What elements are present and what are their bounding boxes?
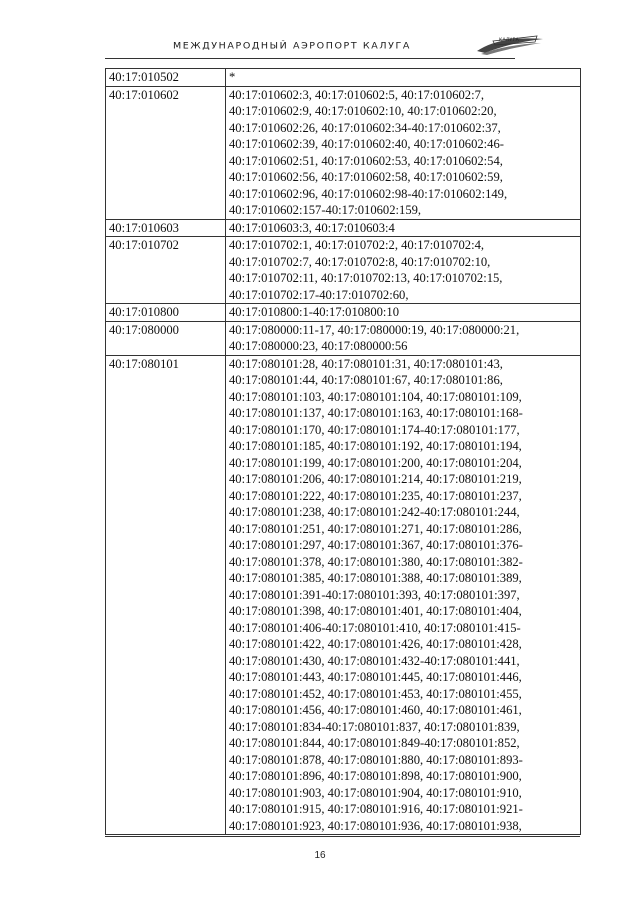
- quarter-number-cell: 40:17:010603: [106, 219, 226, 237]
- parcel-numbers-cell: [226, 69, 581, 87]
- table-body: [106, 69, 581, 835]
- quarter-number-cell: 40:17:010502: [106, 69, 226, 87]
- quarter-number-cell: 40:17:010800: [106, 304, 226, 322]
- parcel-line: 40:17:080101:385, 40:17:080101:388, 40:17:080101:389,: [229, 571, 522, 585]
- parcel-line: 40:17:010800:1-40:17:010800:10: [229, 305, 400, 319]
- parcel-line: 40:17:080101:251, 40:17:080101:271, 40:17:080101:286,: [229, 521, 522, 536]
- page-number: 16: [314, 850, 326, 861]
- parcel-line: *: [229, 70, 236, 84]
- logo-text: КАЛУГА: [499, 38, 520, 43]
- parcel-line: 40:17:080101:185, 40:17:080101:192, 40:17:080101:194,: [229, 439, 522, 453]
- parcel-line: 40:17:080101:834-40:17:080101:837, 40:17:080101:839,: [229, 719, 520, 734]
- table-row: [106, 86, 581, 219]
- parcel-line: 40:17:080101:238, 40:17:080101:242-40:17:080101:244,: [229, 505, 520, 519]
- parcel-numbers-cell: [226, 86, 581, 219]
- parcel-line: 40:17:080101:443, 40:17:080101:445, 40:17:080101:446,: [229, 670, 522, 684]
- table-row: [106, 69, 581, 87]
- parcel-line: 40:17:010602:157-40:17:010602:159,: [229, 203, 422, 217]
- parcel-line: 40:17:010702:11, 40:17:010702:13, 40:17:010702:15,: [229, 271, 503, 285]
- parcel-line: 40:17:080101:297, 40:17:080101:367, 40:17:080101:376-: [229, 538, 523, 552]
- parcel-line: 40:17:080101:28, 40:17:080101:31, 40:17:080101:43,: [229, 356, 503, 371]
- parcel-line: 40:17:080101:452, 40:17:080101:453, 40:17:080101:455,: [229, 686, 522, 701]
- parcel-line: 40:17:010602:51, 40:17:010602:53, 40:17:010602:54,: [229, 153, 503, 168]
- parcel-line: 40:17:010602:56, 40:17:010602:58, 40:17:010602:59,: [229, 170, 503, 184]
- parcel-numbers-cell: [226, 304, 581, 322]
- quarter-number-cell: 40:17:010702: [106, 237, 226, 304]
- parcel-line: 40:17:080101:103, 40:17:080101:104, 40:17:080101:109,: [229, 389, 522, 404]
- parcel-line: 40:17:080101:137, 40:17:080101:163, 40:17:080101:168-: [229, 406, 523, 420]
- parcel-line: 40:17:080101:378, 40:17:080101:380, 40:17:080101:382-: [229, 554, 523, 569]
- parcel-line: 40:17:010602:96, 40:17:010602:98-40:17:010602:149,: [229, 186, 508, 201]
- parcel-line: 40:17:080000:23, 40:17:080000:56: [229, 339, 408, 353]
- parcel-numbers-cell: [226, 219, 581, 237]
- parcel-line: 40:17:010602:9, 40:17:010602:10, 40:17:010602:20,: [229, 104, 497, 118]
- cadastral-table: [105, 68, 581, 835]
- parcel-line: 40:17:080101:391-40:17:080101:393, 40:17:080101:397,: [229, 587, 520, 602]
- parcel-line: 40:17:010702:17-40:17:010702:60,: [229, 287, 409, 302]
- table-row: [106, 237, 581, 304]
- quarter-number-cell: 40:17:010602: [106, 86, 226, 219]
- parcel-line: 40:17:080101:406-40:17:080101:410, 40:17:080101:415-: [229, 620, 521, 635]
- table-row: [106, 355, 581, 835]
- parcel-numbers-cell: [226, 355, 581, 835]
- parcel-line: 40:17:080101:878, 40:17:080101:880, 40:17:080101:893-: [229, 752, 523, 767]
- footer-rule: [105, 836, 580, 837]
- parcel-line: 40:17:080101:422, 40:17:080101:426, 40:17:080101:428,: [229, 637, 522, 651]
- parcel-line: 40:17:080101:456, 40:17:080101:460, 40:17:080101:461,: [229, 703, 522, 717]
- parcel-line: 40:17:010603:3, 40:17:010603:4: [229, 220, 395, 235]
- parcel-line: 40:17:010702:7, 40:17:010702:8, 40:17:010702:10,: [229, 254, 491, 269]
- page-header: [105, 33, 545, 63]
- header-title: МЕЖДУНАРОДНЫЙ АЭРОПОРТ КАЛУГА: [173, 41, 411, 52]
- parcel-line: 40:17:080101:44, 40:17:080101:67, 40:17:080101:86,: [229, 373, 503, 387]
- parcel-line: 40:17:080101:844, 40:17:080101:849-40:17:080101:852,: [229, 736, 520, 750]
- parcel-line: 40:17:080101:896, 40:17:080101:898, 40:17:080101:900,: [229, 769, 522, 783]
- parcel-numbers-cell: [226, 321, 581, 355]
- airport-logo: [475, 33, 545, 57]
- parcel-line: 40:17:080101:903, 40:17:080101:904, 40:17:080101:910,: [229, 785, 522, 800]
- parcel-line: 40:17:080101:430, 40:17:080101:432-40:17:080101:441,: [229, 653, 520, 668]
- table-row: [106, 321, 581, 355]
- parcel-line: 40:17:010602:39, 40:17:010602:40, 40:17:010602:46-: [229, 137, 504, 151]
- parcel-line: 40:17:080101:222, 40:17:080101:235, 40:17:080101:237,: [229, 488, 522, 503]
- logo-swoosh-icon: [475, 33, 545, 57]
- parcel-line: 40:17:080101:206, 40:17:080101:214, 40:17:080101:219,: [229, 472, 522, 486]
- parcel-line: 40:17:080101:170, 40:17:080101:174-40:17:080101:177,: [229, 422, 520, 437]
- parcel-line: 40:17:080101:199, 40:17:080101:200, 40:17:080101:204,: [229, 455, 522, 470]
- table-row: [106, 304, 581, 322]
- parcel-line: 40:17:080101:915, 40:17:080101:916, 40:17:080101:921-: [229, 802, 523, 816]
- parcel-line: 40:17:010702:1, 40:17:010702:2, 40:17:010702:4,: [229, 238, 485, 252]
- parcel-numbers-cell: [226, 237, 581, 304]
- parcel-line: 40:17:080000:11-17, 40:17:080000:19, 40:17:080000:21,: [229, 322, 520, 337]
- header-rule: [105, 58, 515, 59]
- quarter-number-cell: 40:17:080000: [106, 321, 226, 355]
- parcel-line: 40:17:010602:26, 40:17:010602:34-40:17:010602:37,: [229, 120, 501, 135]
- table-row: [106, 219, 581, 237]
- parcel-line: 40:17:080101:923, 40:17:080101:936, 40:17:080101:938,: [229, 818, 522, 833]
- parcel-line: 40:17:010602:3, 40:17:010602:5, 40:17:010602:7,: [229, 87, 485, 102]
- parcel-line: 40:17:080101:398, 40:17:080101:401, 40:17:080101:404,: [229, 604, 522, 618]
- quarter-number-cell: 40:17:080101: [106, 355, 226, 835]
